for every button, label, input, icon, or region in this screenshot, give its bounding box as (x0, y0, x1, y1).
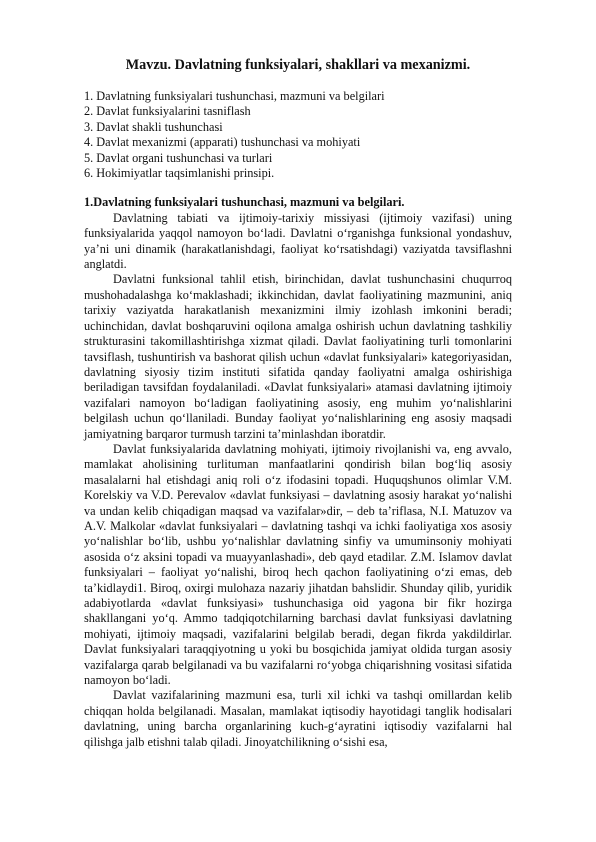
toc-item: 4. Davlat mexanizmi (apparati) tushunchasi va mohiyati (84, 135, 361, 150)
toc-item: 6. Hokimiyatlar taqsimlanishi prinsipi. (84, 166, 275, 181)
section-heading: 1.Davlatning funksiyalari tushunchasi, mazmuni va belgilari. (84, 195, 405, 210)
document-title: Mavzu. Davlatning funksiyalari, shakllari va mexanizmi. (125, 57, 471, 73)
toc-item: 2. Davlat funksiyalarini tasniflash (84, 104, 251, 119)
body-paragraph: Davlat vazifalarining mazmuni esa, turli xil ichki va tashqi omillardan kelib chiqqan holda belgilanadi. Masalan, mamlakat iqtisodiy hayotidagi tanglik hodisalari davlatning, uning barcha organlarining kuch-g‘ayratini iqtisodiy vazifalarni hal qilishga jalb etishni talab qiladi. Jinoyatchilikning o‘sishi esa, (84, 688, 512, 749)
body-paragraph: Davlat funksiyalarida davlatning mohiyati, ijtimoiy rivojlanishi va, eng avvalo, mamlakat aholisining turlituman manfaatlarini qondirish bilan bog‘liq asosiy masalalarni hal etishdagi aniq roli o‘z ifodasini topadi. Huquqshunos olimlar V.M. Korelskiy va V.D. Perevalov «davlat funksiyasi – davlatning asosiy harakat yo‘nalishi va undan kelib chiqadigan maqsad va vazifalar»dir, – deb ta’riflasa, N.I. Matuzov va A.V. Malkolar «davlat funksiyalari – davlatning tashqi va ichki faoliyatiga xos asosiy yo‘nalishlar bo‘lib, ushbu yo‘nalishlar davlatning sinfiy va umuminsoniy mohiyati asosida o‘z aksini topadi va muayyanlashadi», deb qayd etadilar. Z.M. Islamov davlat funksiyalari – faoliyat yo‘nalishi, biroq hech qachon faoliyatining o‘zi emas, deb ta’kidlaydi1. Biroq, oxirgi mulohaza nazariy jihatdan bahslidir. Shunday qilib, yuridik adabiyotlarda «davlat funksiyasi» tushunchasiga oid yagona bir fikr hozirga shakllangani yo‘q. Ammo tadqiqotchilarning barchasi davlat funksiyasi davlatning mohiyati, ijtimoiy maqsadi, vazifalarini belgilab beradi, degan fikrda yakdildirlar. Davlat funksiyalari taraqqiyotning u yoki bu bosqichida jamiyat oldida turgan asosiy vazifalarga qarab belgilanadi va bu vazifalarni ro‘yobga chiqarishning vositasi sifatida namoyon bo‘ladi. (84, 441, 512, 688)
toc-item: 3. Davlat shakli tushunchasi (84, 119, 223, 134)
toc-item: 5. Davlat organi tushunchasi va turlari (84, 150, 273, 165)
toc-item: 1. Davlatning funksiyalari tushunchasi, mazmuni va belgilari (84, 89, 385, 103)
table-of-contents (84, 89, 512, 181)
body-paragraph: Davlatning tabiati va ijtimoiy-tarixiy missiyasi (ijtimoiy vazifasi) uning funksiyalarida yaqqol namoyon bo‘ladi. Davlatni o‘rganishga funksional yondashuv, ya’ni uni dinamik (harakatlanishdagi, faoliyat ko‘rsatishdagi) vaziyatda tavsiflashni anglatdi. (84, 210, 512, 272)
body-paragraph: Davlatni funksional tahlil etish, birinchidan, davlat tushunchasini chuqurroq mushohadalashga ko‘maklashadi; ikkinchidan, davlat faoliyatining mazmunini, aniq tarixiy vaziyatda harakatlanish mexanizmini ilmiy izohlash imkonini beradi; uchinchidan, davlat boshqaruvini oqilona amalga oshirish uchun davlatning tashkiliy strukturasini takomillashtirishga xizmat qiladi. Davlat faoliyatining turli tomonlarini tavsiflash, tushuntirish va bashorat qilish uchun «davlat funksiyalari» kategoriyasidan, davlatning siyosiy tizim instituti sifatida qanday faoliyatni amalga oshirishiga beriladigan tavsifdan foydalaniladi. «Davlat funksiyalari» atamasi davlatning ijtimoiy vazifalari namoyon bo‘ladigan faoliyatining asosiy, eng muhim yo‘nalishlarini belgilash uchun qo‘llaniladi. Bunday faoliyat yo‘nalishlarining eng asosiy maqsadi jamiyatning barqaror turmush tarzini ta’minlashdan iboratdir. (84, 272, 512, 441)
